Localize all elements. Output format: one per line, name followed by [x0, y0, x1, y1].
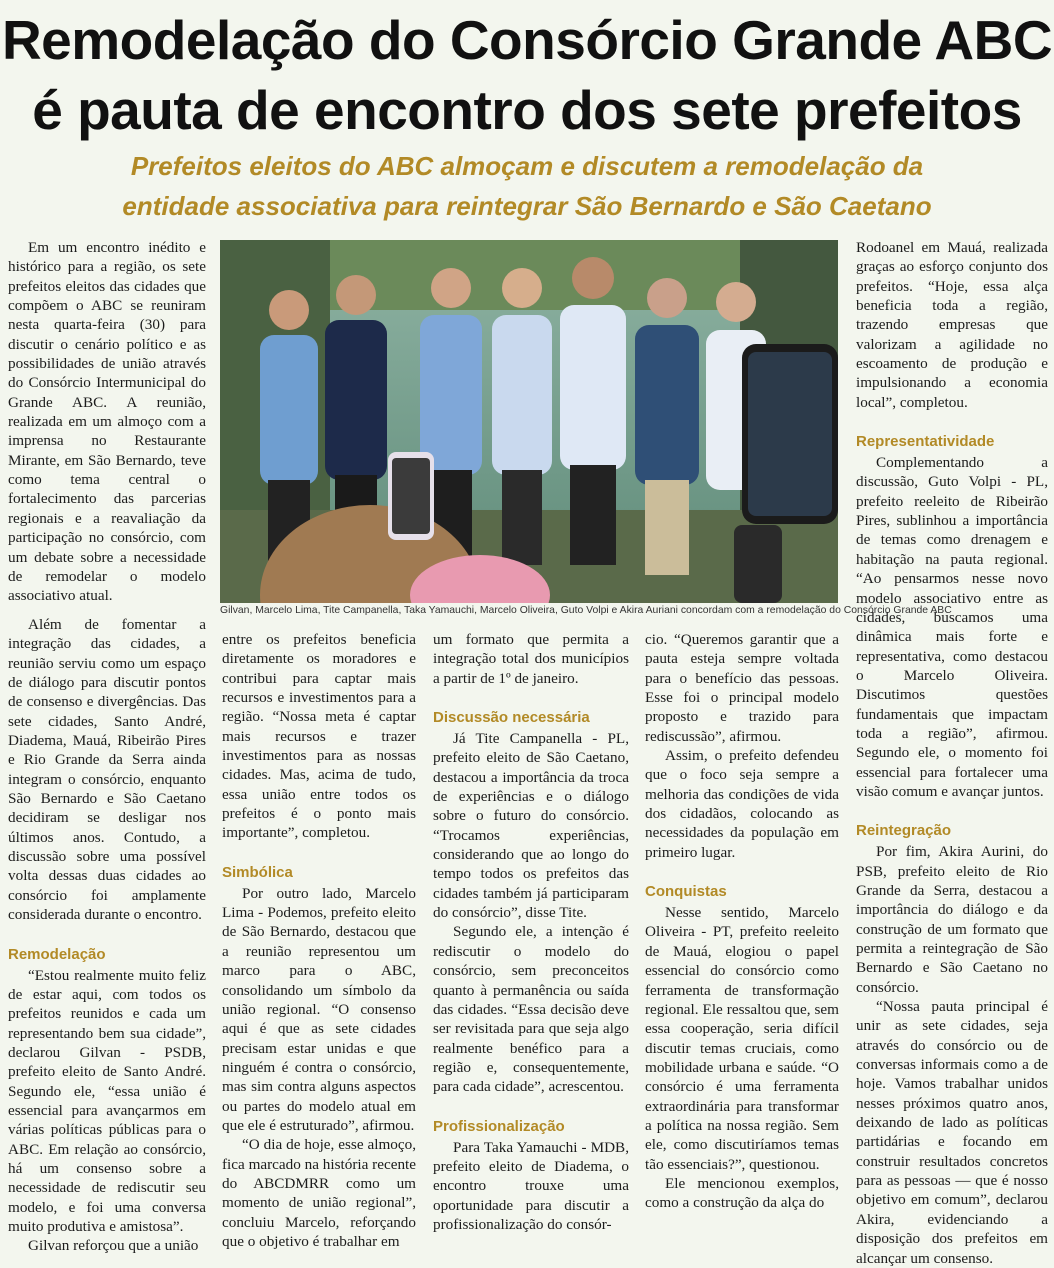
headline-line-2: é pauta de encontro dos sete prefeitos	[32, 79, 1022, 141]
section-heading-reintegracao: Reintegração	[856, 822, 952, 840]
paragraph: Por outro lado, Marcelo Lima - Podemos, prefeito eleito de São Bernardo, destacou que a reunião representou um marco para o ABC, consolidando um símbolo da união regional. “O consenso aqui é que as sete cidades precisam estar unidas e que ninguém é contra o consórcio, mas sim contra alguns aspectos ou partes do modelo atual em que ele é estruturado”, afirmou.	[222, 884, 416, 1134]
column-2	[222, 630, 416, 1251]
paragraph: um formato que permita a integração total dos municípios a partir de 1º de janeiro.	[433, 631, 629, 687]
paragraph: “Estou realmente muito feliz de estar aqui, com todos os prefeitos reunidos e cada um representando bem sua cidade”, declarou Gilvan - PSDB, prefeito eleito de Santo André. Segundo ele, “essa união é essencial para avançarmos em várias políticas públicas para o ABC. Em relação ao consórcio, há um consenso sobre a necessidade de rediscutir seu modelo, e foi uma conversa muito produtiva e amistosa”.	[8, 966, 206, 1235]
column-1-continued	[8, 615, 206, 1256]
photo-caption: Gilvan, Marcelo Lima, Tite Campanella, Taka Yamauchi, Marcelo Oliveira, Guto Volpi e Akira Auriani concordam com a remodelação do Consórcio Grande ABC	[220, 605, 952, 616]
paragraph: Nesse sentido, Marcelo Oliveira - PT, prefeito reeleito de Mauá, elogiou o papel essencial do consórcio como ferramenta de transformação regional. Ele ressaltou que, sem essa cooperação, seria difícil discutir temas cruciais, como mobilidade urbana e saúde. “O consórcio é uma ferramenta extraordinária para transformar a política na nossa região. Sem ele, como discutiríamos temas tão essenciais?”, questionou.	[645, 904, 839, 1173]
paragraph: Complementando a discussão, Guto Volpi - PL, prefeito reeleito de Ribeirão Pires, sublinhou a importância de temas como drenagem e habitação na pauta regional. “Ao pensarmos nesse novo modelo associativo entre as cidades, buscamos uma dinâmica mais forte e representativa, como destacou o Marcelo Oliveira. Discutimos questões fundamentais que impactam toda a região”, afirmou. Segundo ele, o momento foi essencial para fortalecer uma visão comum e avançar juntos.	[856, 454, 1048, 800]
section-heading-representatividade: Representatividade	[856, 433, 995, 451]
section-heading-discussao: Discussão necessária	[433, 709, 590, 727]
paragraph: Por fim, Akira Aurini, do PSB, prefeito eleito de Rio Grande da Serra, destacou a importância do diálogo e da construção de um formato que permita a reintegração de São Bernardo e São Caetano no consórcio.	[856, 843, 1048, 996]
column-4	[645, 630, 839, 1213]
paragraph: “O dia de hoje, esse almoço, fica marcado na história recente do ABCDMRR como um momento de união regional”, concluiu Marcelo, reforçando que o objetivo é trabalhar em	[222, 1136, 416, 1250]
paragraph: entre os prefeitos beneficia diretamente os moradores e contribui para captar mais recursos e investimentos para a região. “Nossa meta é captar mais recursos e trazer investimentos para as nossas cidades. Mas, acima de tudo, essa união entre todos os prefeitos é o ponto mais importante”, completou.	[222, 631, 416, 842]
paragraph: Gilvan reforçou que a união	[28, 1237, 199, 1255]
subheadline-line-1: Prefeitos eleitos do ABC almoçam e discutem a remodelação da	[130, 151, 924, 181]
paragraph: Ele mencionou exemplos, como a construção da alça do	[645, 1174, 839, 1212]
column-1	[8, 238, 206, 606]
paragraph: Em um encontro inédito e histórico para a região, os sete prefeitos eleitos das cidades que compõem o ABC se reuniram nesta quarta-feira (30) para discutir o cenário político e as possibilidades de união através do Consórcio Intermunicipal do Grande ABC. A reunião, realizada em um almoço com a imprensa no Restaurante Mirante, em São Bernardo, teve como tema central o fortalecimento das parcerias regionais e a reavaliação da participação no consórcio, com um debate sobre a necessidade de remodelar o modelo associativo atual.	[8, 239, 206, 605]
section-heading-simbolica: Simbólica	[222, 863, 293, 881]
section-heading-remodelacao: Remodelação	[8, 945, 106, 963]
paragraph: “Nossa pauta principal é unir as sete cidades, seja através do consórcio ou de conversas informais como a de hoje. Vamos trabalhar unidos nesses próximos quatro anos, deixando de lado as políticas partidárias e focando em construir resultados concretos para as pessoas — que é nosso objetivo em comum”, declarou Akira, evidenciando a disposição dos prefeitos em alcançar um consenso.	[856, 998, 1048, 1267]
paragraph: Segundo ele, a intenção é rediscutir o modelo do consórcio, sem preconceitos quanto à permanência ou saída das cidades. “Essa decisão deve ser revisitada para que seja algo realmente benéfico para a região e, consequentemente, para cada cidade”, acrescentou.	[433, 923, 629, 1096]
section-heading-conquistas: Conquistas	[645, 883, 727, 901]
paragraph: cio. “Queremos garantir que a pauta esteja sempre voltada para o benefício das pessoas. Esse foi o principal modelo proposto e trazido para rediscussão”, afirmou.	[645, 631, 839, 745]
paragraph: Para Taka Yamauchi - MDB, prefeito eleito de Diadema, o encontro trouxe uma oportunidade para discutir a profissionalização do consór-	[433, 1138, 629, 1233]
headline-line-1: Remodelação do Consórcio Grande ABC	[1, 9, 1053, 71]
column-3	[433, 630, 629, 1234]
paragraph: Assim, o prefeito defendeu que o foco seja sempre a melhoria das condições de vida dos cidadãos, colocando as necessidades da população em primeiro lugar.	[645, 747, 839, 861]
section-heading-profissionalizacao: Profissionalização	[433, 1117, 565, 1135]
photo-illustration	[220, 240, 838, 603]
column-5	[856, 238, 1048, 1268]
paragraph: Rodoanel em Mauá, realizada graças ao esforço conjunto dos prefeitos. “Hoje, essa alça beneficia toda a região, trazendo empresas que valorizam a agilidade no escoamento de produção e impulsionando a economia local”, completou.	[856, 239, 1048, 411]
group-photo	[220, 240, 838, 603]
subheadline-line-2: entidade associativa para reintegrar São Bernardo e São Caetano	[122, 191, 932, 221]
paragraph: Além de fomentar a integração das cidades, a reunião serviu como um espaço de diálogo para discutir pontos de consenso e divergências. Das sete cidades, Santo André, Diadema, Mauá, Ribeirão Pires e Rio Grande da Serra ainda integram o consórcio, enquanto São Bernardo e São Caetano decidiram se desligar nos últimos anos. Contudo, a discussão sobre uma possível volta dessas duas cidades ao consórcio foi amplamente considerada durante o encontro.	[8, 616, 206, 924]
paragraph: Já Tite Campanella - PL, prefeito eleito de São Caetano, destacou a importância da troca de experiências e o diálogo sobre o futuro do consórcio. “Trocamos experiências, considerando que ao longo do tempo todos os prefeitos das cidades também já participaram do consórcio”, disse Tite.	[433, 730, 629, 922]
